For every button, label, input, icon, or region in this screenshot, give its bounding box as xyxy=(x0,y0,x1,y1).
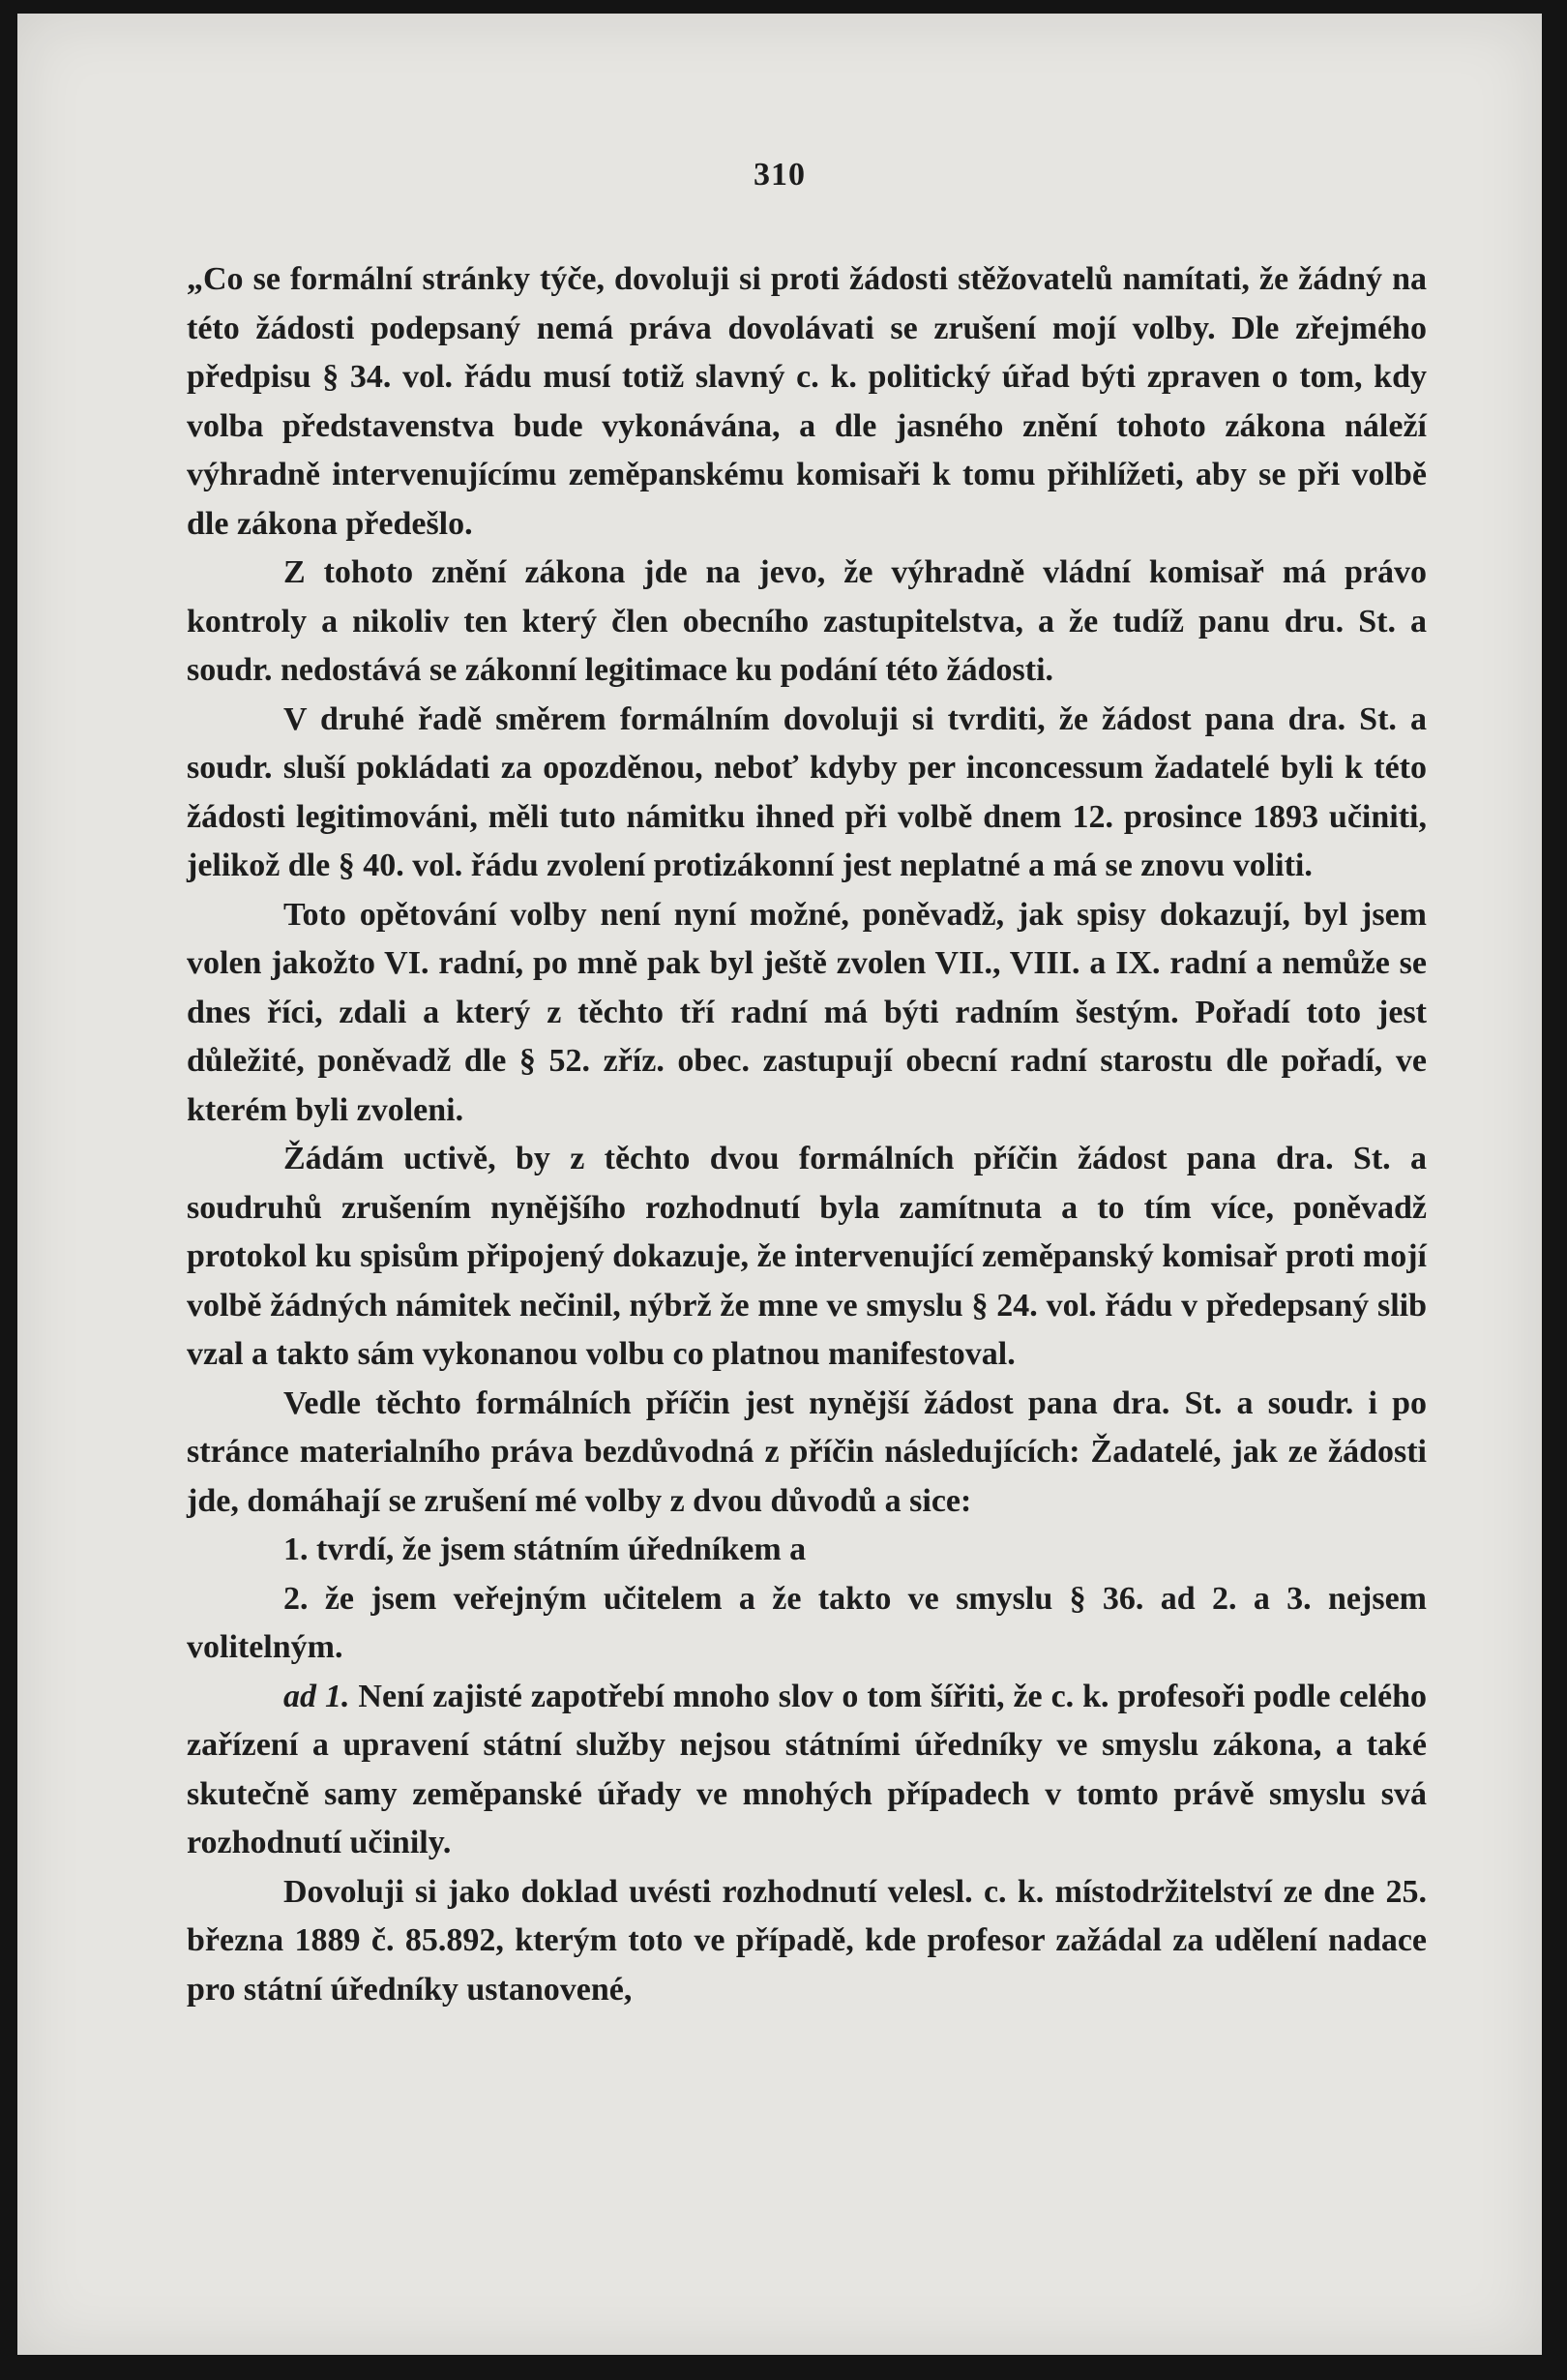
paragraph-2: Z tohoto znění zákona jde na jevo, že výhradně vládní komisař má právo kontroly a nikoliv ten který člen obecního zastupitelstva, a že tudíž panu dru. St. a soudr. nedostává se zákonní legitimace ku podání této žádosti. xyxy=(187,554,1427,688)
document-page xyxy=(17,14,1542,2355)
ad1-text: Není zajisté zapotřebí mnoho slov o tom šířiti, že c. k. profesoři podle celého zařízení a upravení státní služby nejsou státními úředníky ve smyslu zákona, a také skutečně samy zeměpanské úřady ve mnohých případech v tomto právě smyslu svá rozhodnutí učinily. xyxy=(187,1678,1428,1860)
paragraph-4: Toto opětování volby není nyní možné, poněvadž, jak spisy dokazují, byl jsem volen jakožto VI. radní, po mně pak byl ještě zvolen VII., VIII. a IX. radní a nemůže se dnes říci, zdali a který z těchto tří radní má býti radním šestým. Pořadí toto jest důležité, poněvadž dle § 52. zříz. obec. zastupují obecní radní starostu dle pořadí, ve kterém byli zvoleni. xyxy=(187,896,1427,1128)
body-text xyxy=(187,255,1427,2014)
paragraph-6: Vedle těchto formálních příčin jest nynější žádost pana dra. St. a soudr. i po stránce materialního práva bezdůvodná z příčin následujících: Žadatelé, jak ze žádosti jde, domáhají se zrušení mé volby z dvou důvodů a sice: xyxy=(187,1384,1427,1519)
paragraph-ad1 xyxy=(187,1673,1427,1868)
list-item-2: 2. že jsem veřejným učitelem a že takto ve smyslu § 36. ad 2. a 3. nejsem volitelným. xyxy=(187,1580,1427,1665)
paragraph-last: Dovoluji si jako doklad uvésti rozhodnutí velesl. c. k. místodržitelství ze dne 25. března 1889 č. 85.892, kterým toto ve případě, kde profesor zažádal za udělení nadace pro státní úředníky ustanovené, xyxy=(187,1873,1427,2008)
paragraph-3: V druhé řadě směrem formálním dovoluji si tvrditi, že žádost pana dra. St. a soudr. sluší pokládati za opozděnou, neboť kdyby per inconcessum žadatelé byli k této žádosti legitimováni, měli tuto námitku ihned při volbě dnem 12. prosince 1893 učiniti, jelikož dle § 40. vol. řádu zvolení protizákonní jest neplatné a má se znovu voliti. xyxy=(187,700,1427,883)
ad1-label: ad 1. xyxy=(283,1678,350,1714)
paragraph-1: „Co se formální stránky týče, dovoluji si proti žádosti stěžovatelů namítati, že žádný na této žádosti podepsaný nemá práva dovolávati se zrušení mojí volby. Dle zřejmého předpisu § 34. vol. řádu musí totiž slavný c. k. politický úřad býti zpraven o tom, kdy volba představenstva bude vykonávána, a dle jasného znění tohoto zákona náleží výhradně intervenujícímu zeměpanskému komisaři k tomu přihlížeti, aby se při volbě dle zákona předešlo. xyxy=(187,261,1427,542)
paragraph-5: Žádám uctivě, by z těchto dvou formálních příčin žádost pana dra. St. a soudruhů zrušením nynějšího rozhodnutí byla zamítnuta a to tím více, poněvadž protokol ku spisům připojený dokazuje, že intervenující zeměpanský komisař proti mojí volbě žádných námitek nečinil, nýbrž že mne ve smyslu § 24. vol. řádu v předepsaný slib vzal a takto sám vykonanou volbu co platnou manifestoval. xyxy=(187,1141,1427,1372)
page-number: 310 xyxy=(754,157,806,193)
list-item-1: 1. tvrdí, že jsem státním úředníkem a xyxy=(283,1532,807,1567)
